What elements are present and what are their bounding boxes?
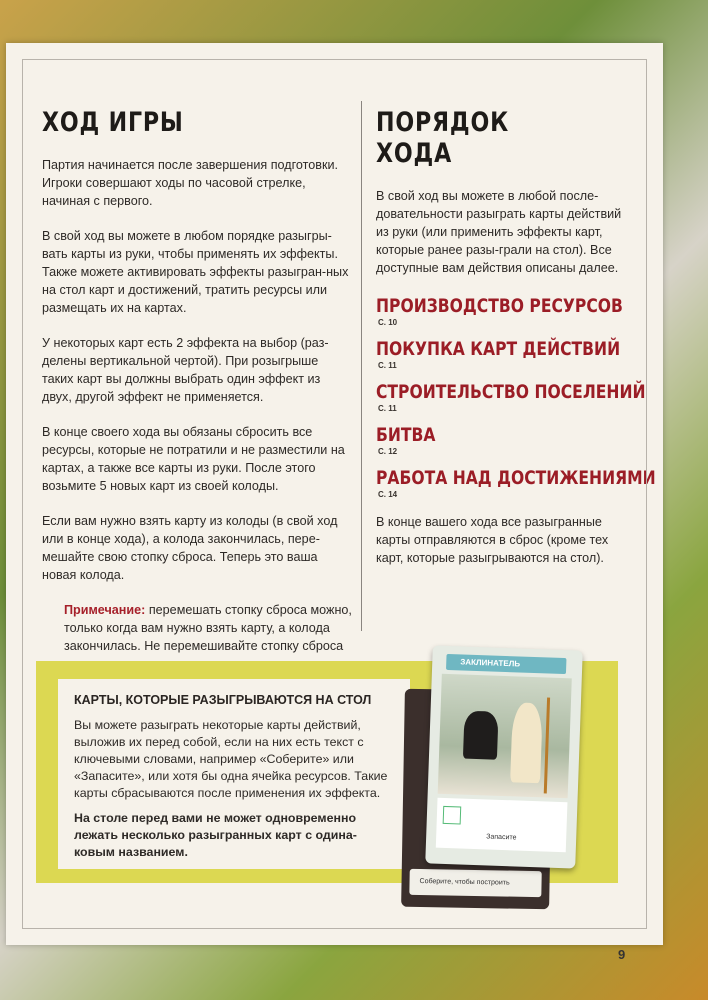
action-item xyxy=(376,337,626,370)
action-item xyxy=(376,294,626,327)
action-page-ref: С. 10 xyxy=(378,318,398,327)
info-box-bold-text: На столе перед вами не может одновременно лежать несколько разыгранных карт с одина-ковым названием. xyxy=(74,811,357,859)
black-cat-figure xyxy=(463,711,499,760)
outro: В конце вашего хода все разыгранные карты отправляются в сброс (кроме тех карт, которые разыгрываются на стол). xyxy=(376,515,609,565)
action-title: РАБОТА НАД ДОСТИЖЕНИЯМИ xyxy=(376,467,656,489)
info-box-text: Вы можете разыграть некоторые карты действий, выложив их перед собой, если на них есть текст с ключевыми словами, например «Соберите» или «Запасите», или хотя бы одна ячейка ресурсов. Такие карты сбрасываются после применения их эффекта. xyxy=(74,718,388,800)
info-box-inner xyxy=(58,679,410,869)
column-divider xyxy=(361,101,362,631)
card-bottom xyxy=(436,798,568,853)
mage-figure xyxy=(510,702,543,783)
card-action-label: Запасите xyxy=(486,833,517,842)
resource-cell-icon xyxy=(443,806,462,825)
paragraph: В свой ход вы можете в любом порядке разыгры-вать карты из руки, чтобы применять их эффекты. Также можете активировать эффекты разыгран-ных на стол карт и достижений, тратить ресурсы или размещать их на картах. xyxy=(42,229,349,315)
card-name: ЗАКЛИНАТЕЛЬ xyxy=(446,654,566,674)
card-art xyxy=(438,674,572,798)
staff-figure xyxy=(544,697,550,793)
left-title: ХОД ИГРЫ xyxy=(42,107,184,138)
paragraph: Если вам нужно взять карту из колоды (в свой ход или в конце хода), а колода закончилась, пере-мешайте свою стопку сброса. Теперь это ваша новая колода. xyxy=(42,514,338,582)
right-title: ПОРЯДОК ХОДА xyxy=(376,107,510,169)
intro: В свой ход вы можете в любой после-довательности разыграть карты действий из руки (или применить эффекты карт, которые ранее разы-грали на стол). Все доступные вам действия описаны далее. xyxy=(376,189,622,275)
paragraph: Партия начинается после завершения подготовки. Игроки совершают ходы по часовой стрелке, начиная с первого. xyxy=(42,158,338,208)
action-title: СТРОИТЕЛЬСТВО ПОСЕЛЕНИЙ xyxy=(376,381,646,403)
action-page-ref: С. 14 xyxy=(378,490,398,499)
page-number: 9 xyxy=(618,947,626,962)
action-title: ПРОИЗВОДСТВО РЕСУРСОВ xyxy=(376,295,623,317)
note-text: перемешать стопку сброса можно, только когда вам нужно взять карту, а колода закончилась. Не перемешивайте стопку сброса xyxy=(64,603,352,653)
action-item xyxy=(376,466,656,499)
action-item xyxy=(376,423,626,456)
action-title: БИТВА xyxy=(376,424,436,446)
right-column xyxy=(376,107,656,584)
action-page-ref: С. 12 xyxy=(378,447,398,456)
note-label: Примечание: xyxy=(64,603,146,617)
card-back-label: Соберите, чтобы построить xyxy=(409,869,541,897)
paragraph: В конце своего хода вы обязаны сбросить все ресурсы, которые не потратили и не разместили на картах, а также все карты из руки. После этого возьмите 5 новых карт из своей колоды. xyxy=(42,425,345,493)
action-page-ref: С. 11 xyxy=(378,361,397,370)
info-box-title: КАРТЫ, КОТОРЫЕ РАЗЫГРЫВАЮТСЯ НА СТОЛ xyxy=(74,693,372,707)
action-title: ПОКУПКА КАРТ ДЕЙСТВИЙ xyxy=(376,338,621,360)
paragraph: У некоторых карт есть 2 эффекта на выбор (раз-делены вертикальной чертой). При розыгрыше таких карт вы должны выбрать один эффект из двух, другой эффект не применяется. xyxy=(42,336,329,404)
action-page-ref: С. 11 xyxy=(378,404,397,413)
left-column xyxy=(42,107,352,690)
action-item xyxy=(376,380,646,413)
card-illustration xyxy=(425,645,583,868)
